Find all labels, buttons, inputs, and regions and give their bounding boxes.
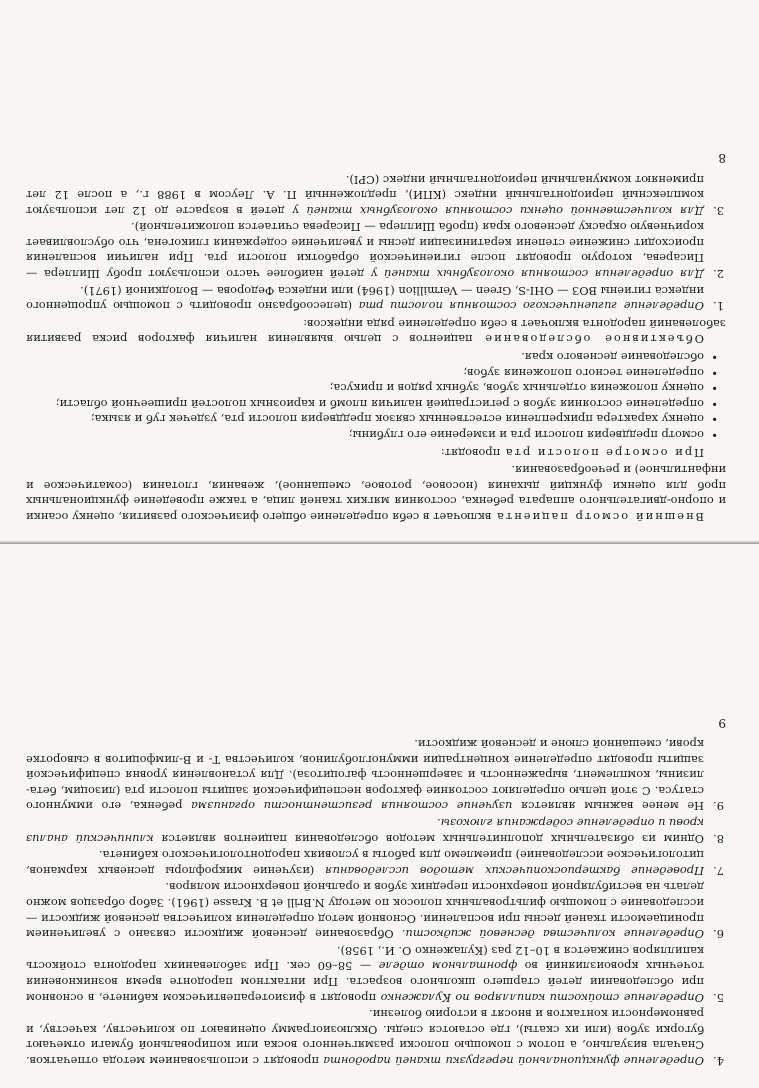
paragraph-objective-exam	[26, 315, 726, 346]
page-number: 9	[718, 715, 726, 730]
item-tail: ребенка, его иммунного статуса. С этой целью определяют состояние факторов неспецифической защиты полости рта (лизоцим, бета-лизины, комплемент, выраженность и завершенность фагоцитоза). Для установления уровня специфической защиты проводят определение концентрации иммуноглобулинов, количества Т- и В-лимфоцитов в сыворотке крови, смешанной слюне и десневой жидкости.	[26, 737, 704, 814]
numbered-item	[26, 282, 724, 314]
numbered-item	[26, 171, 724, 218]
paragraph-external-exam	[26, 462, 726, 524]
list-item: • определение тесного положения зубов;	[26, 364, 704, 380]
list-item: • оценку положения отдельных зубов, зубных рядов и прикуса;	[26, 380, 704, 396]
lead-oral-exam: При осмотре полости рта	[503, 445, 704, 460]
lead-objective-exam: Объективное обследование	[483, 332, 704, 347]
item-text: (целесообразно проводить с помощью упрощенного индекса гигиены ВОЗ — OHI-S, Green — Vermillion (1964) или индекса Федорова — Володкиной (1971).	[26, 283, 704, 314]
numbered-item	[26, 736, 724, 814]
item-lead: Определение количества десневой жидкости.	[401, 927, 704, 942]
item-lead: Для количественной оценки состояния околозубных тканей	[306, 203, 704, 218]
item-lead: Проведение бактериоскопических методов исследования	[325, 863, 704, 878]
item-text: Одним из обязательных дополнительных методов обследования пациентов является	[161, 831, 704, 846]
item-lead: Определение гигиенического состояния полости рта	[358, 299, 704, 314]
item-number: 9.	[713, 799, 724, 814]
index-list	[26, 171, 726, 313]
numbered-item	[26, 815, 724, 846]
numbered-item	[26, 879, 724, 942]
item-number: 8.	[713, 831, 724, 846]
numbered-item	[26, 1006, 724, 1068]
item-text: (изучение микрофлоры десневых карманов, цитологическое исследование) приемлемо для работы в условиях пародонтологического кабинета.	[25, 848, 704, 878]
item-number: 6.	[713, 927, 724, 942]
page-9-content	[26, 568, 726, 1068]
list-item: • осмотр преддверия полости рта и измерение его глубины;	[26, 426, 704, 442]
item-number: 1.	[713, 299, 724, 314]
item-emphasis: изучение состояния резистентности организма	[191, 799, 513, 814]
item-text: Не менее важным является	[520, 799, 704, 814]
numbered-item	[26, 219, 724, 282]
list-item: • оценку характера прикрепления естественных связок преддверия полости рта, уздечек губ и языка;	[26, 411, 704, 427]
item-number: 5.	[713, 990, 724, 1005]
list-item: • определение состояния зубов с регистрацией наличия пломб и кариозных полостей пришеечной области;	[26, 395, 704, 411]
text-oral-exam: проводят:	[440, 445, 501, 460]
method-list	[26, 736, 726, 1068]
item-emphasis: клинический анализ крови и определение содержания глюкозы.	[26, 816, 704, 846]
page-8-content	[26, 24, 726, 524]
item-text: у детей наиболее часто используют пробу Шиллера — Писарева, которую проводят после гигиенической обработки полости рта. При наличии воспаления происходит снижение степени кератинизации десны и увеличение содержания гликогена, что обусловливает коричневую окраску десневого края (проба Шиллера — Писарева считается положительной).	[26, 220, 704, 282]
item-emphasis: фронтальном отделе	[378, 959, 518, 974]
item-number: 3.	[713, 203, 724, 218]
item-text: проводят с использованием метода отпечатков. Сначала визуально, а потом с помощью полоски размягченного воска или копировальной бумаги отмечают бугорки зубов (или их скаты), где остаются следы. Окклюзиограмму оценивают по количеству, качеству, и равномерности контактов и вносят в историю болезни.	[26, 1007, 704, 1068]
item-number: 7.	[713, 863, 724, 878]
item-tail: — 58–60 сек. При заболеваниях пародонта стойкость капилляров снижается в 10–12 раз (Кулаженко О. И., 1958).	[26, 943, 704, 974]
numbered-item	[26, 942, 724, 1005]
page-number: 8	[718, 150, 726, 165]
item-number: 4.	[713, 1054, 724, 1068]
lead-external-exam: Внешний осмотр пациента	[495, 510, 704, 524]
item-text: у детей в возрасте до 12 лет используют комплексный периодонтальный индекс (КПИ), предложенный П. А. Леусом в 1988 г., а после 12 лет применяют коммунальный периодонтальный индекс (CPI).	[26, 172, 704, 218]
item-lead: Для определения состояния околозубных тканей	[384, 267, 704, 282]
oral-exam-list	[26, 348, 726, 442]
text-objective-exam: пациентов с целью выявления наличия факторов риска развития заболеваний пародонта включает в себя определение ряда индексов:	[26, 316, 726, 347]
item-text: Образование десневой жидкости связано с увеличением проницаемости тканей десны при воспалении. Основной метод определения количества десневой жидкости — исследование с помощью фильтровальных полосок по методу N.Brill et B. Krasse (1961). Забор образцов можно делать на вестибулярной поверхности передних зубов и оральной поверхности моляров.	[26, 880, 704, 942]
list-item: • обследование десневого края.	[26, 348, 704, 364]
item-lead: Определение функциональной перегрузки тканей пародонта	[323, 1054, 704, 1068]
item-lead: Определение стойкости капилляров по Кулаженко	[380, 990, 704, 1005]
item-number: 2.	[713, 267, 724, 282]
page-9	[0, 544, 759, 1088]
numbered-item	[25, 847, 724, 878]
item-text: проводят в физиотерапевтическом кабинете, в основном при обследовании детей старшего школьного возраста. При интактном пародонте время возникновения точечных кровоизлияний во	[26, 959, 704, 1005]
text-external-exam: включает в себя определение общего физического развития, оценку осанки и опорно-двигательного аппарата ребенка, состояния мягких тканей лица, а также проведение функциональных проб для оценки функций дыхания (носовое, ротовое, смешанное), жевания, глотания (соматическое и инфантильное) и речеобразования.	[26, 463, 726, 524]
paragraph-oral-exam	[26, 444, 726, 460]
